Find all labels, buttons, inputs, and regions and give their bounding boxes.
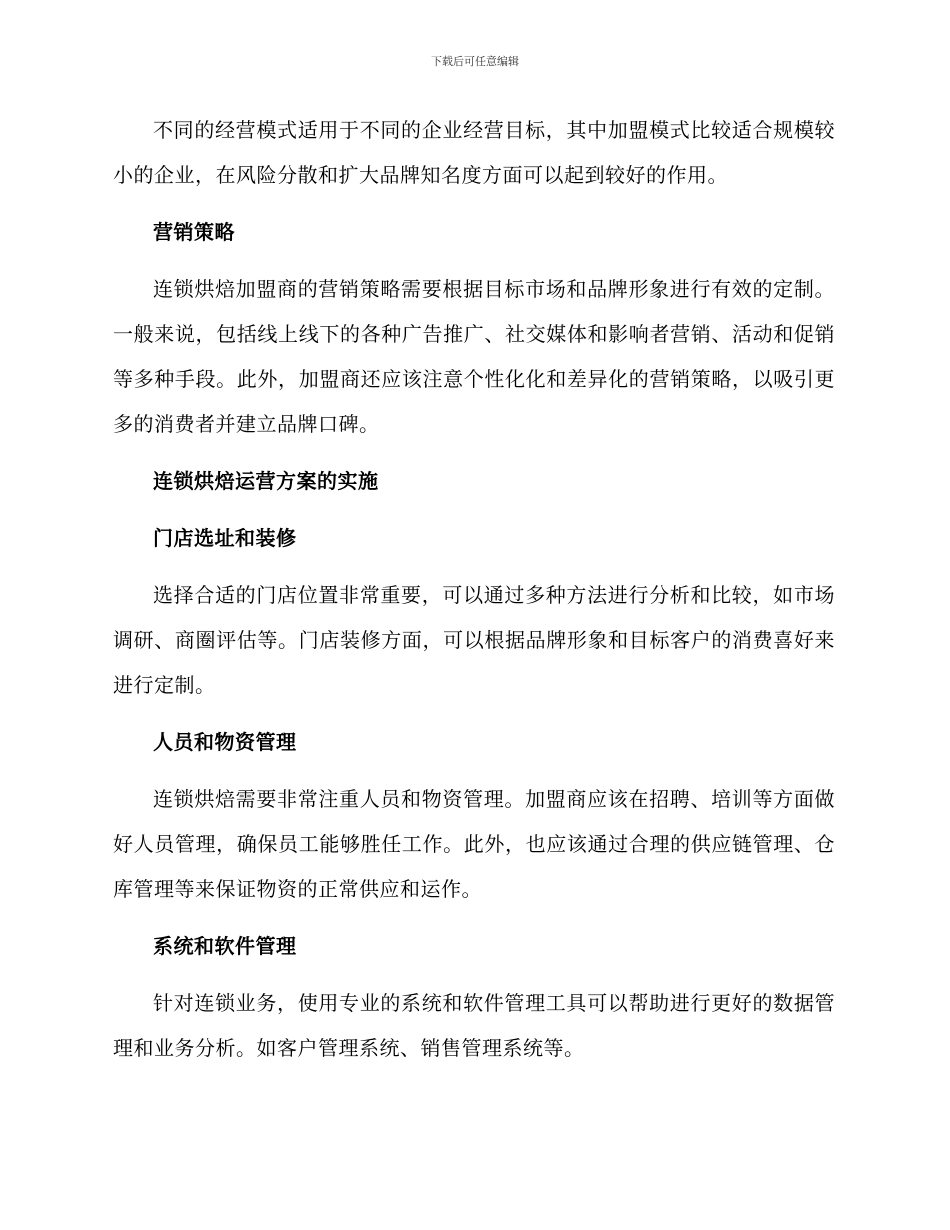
paragraph-systems-software: 针对连锁业务，使用专业的系统和软件管理工具可以帮助进行更好的数据管理和业务分析。如客户管理系统、销售管理系统等。: [113, 991, 835, 1060]
heading-personnel-materials: 人员和物资管理: [153, 730, 297, 754]
heading-implementation: 连锁烘焙运营方案的实施: [153, 469, 379, 493]
page-header: 下载后可任意编辑: [431, 55, 519, 68]
heading-marketing-strategy: 营销策略: [153, 220, 235, 244]
document-body: [113, 108, 835, 1071]
paragraph-marketing-strategy: 连锁烘焙加盟商的营销策略需要根据目标市场和品牌形象进行有效的定制。一般来说，包括线上线下的各种广告推广、社交媒体和影响者营销、活动和促销等多种手段。此外，加盟商还应该注意个性化化和差异化的营销策略，以吸引更多的消费者并建立品牌口碑。: [113, 277, 835, 436]
heading-systems-software: 系统和软件管理: [153, 934, 297, 958]
heading-store-location: 门店选址和装修: [153, 526, 297, 550]
paragraph-business-models: 不同的经营模式适用于不同的企业经营目标，其中加盟模式比较适合规模较小的企业，在风险分散和扩大品牌知名度方面可以起到较好的作用。: [113, 118, 835, 187]
paragraph-personnel-materials: 连锁烘焙需要非常注重人员和物资管理。加盟商应该在招聘、培训等方面做好人员管理，确保员工能够胜任工作。此外，也应该通过合理的供应链管理、仓库管理等来保证物资的正常供应和运作。: [113, 787, 835, 901]
paragraph-store-location: 选择合适的门店位置非常重要，可以通过多种方法进行分析和比较，如市场调研、商圈评估等。门店装修方面，可以根据品牌形象和目标客户的消费喜好来进行定制。: [113, 583, 835, 697]
